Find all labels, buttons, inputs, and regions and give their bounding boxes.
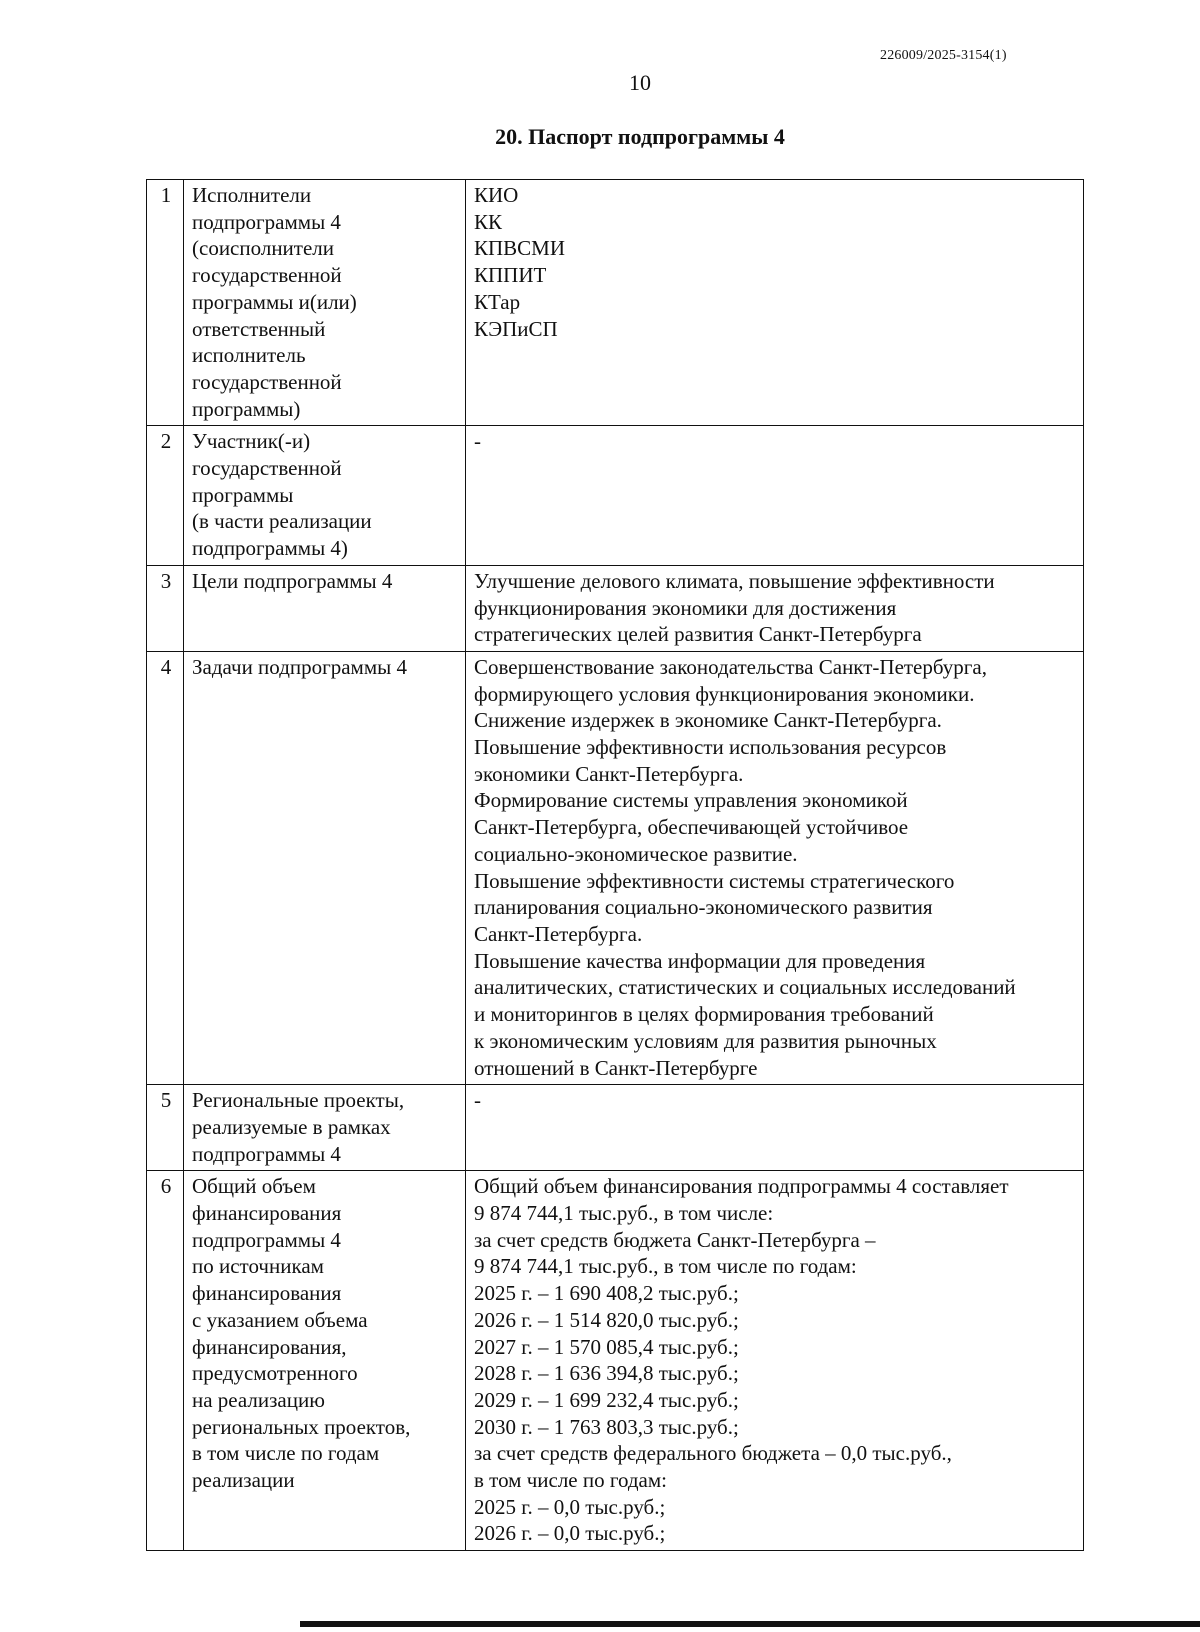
label-line: исполнитель — [192, 343, 306, 368]
value-line: Санкт-Петербурга, обеспечивающей устойчивое — [474, 815, 909, 840]
label-line: реализуемые в рамках — [192, 1114, 391, 1139]
value-line: Снижение издержек в экономике Санкт-Петербурга. — [474, 708, 942, 733]
label-line: Участник(-и) — [192, 429, 311, 454]
label-line: Исполнители — [192, 183, 312, 207]
label-line: подпрограммы 4 — [192, 209, 341, 234]
label-line: реализации — [192, 1468, 295, 1493]
label-line: финансирования — [192, 1281, 342, 1306]
row-label — [184, 426, 466, 566]
value-line: планирования социально-экономического развития — [474, 895, 933, 920]
row-value — [466, 180, 1084, 426]
row-label — [184, 180, 466, 426]
value-line: Совершенствование законодательства Санкт-Петербурга, — [474, 654, 987, 679]
label-line: Задачи подпрограммы 4 — [192, 654, 407, 679]
value-line: КИО — [474, 183, 519, 207]
page-title: 20. Паспорт подпрограммы 4 — [495, 124, 785, 149]
label-line: Общий объем — [192, 1174, 316, 1199]
label-line: подпрограммы 4) — [192, 536, 348, 561]
label-line: программы — [192, 482, 294, 507]
passport-row — [147, 180, 1084, 426]
value-line: Формирование системы управления экономикой — [474, 788, 908, 813]
value-line: 9 874 744,1 тыс.руб., в том числе: — [474, 1201, 774, 1226]
row-value — [466, 1171, 1084, 1551]
label-line: финансирования — [192, 1201, 342, 1226]
passport-row — [147, 426, 1084, 566]
row-number: 4 — [147, 651, 184, 1084]
row-label — [184, 565, 466, 651]
subprogram-passport-table — [146, 179, 1084, 1551]
value-line: Повышение эффективности системы стратегического — [474, 868, 955, 893]
value-line: формирующего условия функционирования экономики. — [474, 681, 975, 706]
row-label — [184, 651, 466, 1084]
row-value — [466, 565, 1084, 651]
page-number: 10 — [629, 70, 651, 95]
label-line: подпрограммы 4 — [192, 1227, 341, 1252]
label-line: (в части реализации — [192, 509, 372, 534]
label-line: программы) — [192, 396, 301, 421]
label-line: по источникам — [192, 1254, 324, 1279]
value-line: КППИТ — [474, 263, 547, 288]
row-label — [184, 1085, 466, 1171]
value-line: Общий объем финансирования подпрограммы 4 составляет — [474, 1174, 1009, 1199]
value-line: функционирования экономики для достижения — [474, 595, 897, 620]
value-line: стратегических целей развития Санкт-Петербурга — [474, 622, 922, 647]
row-value — [466, 426, 1084, 566]
row-number: 6 — [147, 1171, 184, 1551]
row-number: 5 — [147, 1085, 184, 1171]
label-line: (соисполнители — [192, 236, 335, 261]
label-line: Региональные проекты, — [192, 1088, 405, 1113]
label-line: финансирования, — [192, 1334, 347, 1359]
value-line: к экономическим условиям для развития рыночных — [474, 1028, 937, 1053]
label-line: программы и(или) — [192, 289, 357, 314]
passport-table-body — [147, 180, 1084, 1551]
label-line: государственной — [192, 263, 342, 288]
value-line: - — [474, 429, 481, 454]
label-line: подпрограммы 4 — [192, 1141, 341, 1166]
value-line: 2025 г. – 1 690 408,2 тыс.руб.; — [474, 1281, 739, 1306]
value-line: Санкт-Петербурга. — [474, 921, 643, 946]
value-line: КПВСМИ — [474, 236, 566, 261]
value-line: КТар — [474, 289, 521, 314]
label-line: государственной — [192, 369, 342, 394]
value-line: 2026 г. – 0,0 тыс.руб.; — [474, 1521, 666, 1546]
label-line: Цели подпрограммы 4 — [192, 568, 393, 593]
value-line: - — [474, 1088, 481, 1113]
value-line: Улучшение делового климата, повышение эффективности — [474, 568, 995, 593]
value-line: 2028 г. – 1 636 394,8 тыс.руб.; — [474, 1361, 739, 1386]
value-line: социально-экономическое развитие. — [474, 841, 798, 866]
value-line: за счет средств федерального бюджета – 0,0 тыс.руб., — [474, 1441, 952, 1466]
label-line: ответственный — [192, 316, 326, 341]
value-line: 2026 г. – 1 514 820,0 тыс.руб.; — [474, 1307, 739, 1332]
value-line: КЭПиСП — [474, 316, 558, 341]
value-line: КК — [474, 209, 503, 234]
value-line: отношений в Санкт-Петербурге — [474, 1055, 758, 1080]
row-number: 1 — [147, 180, 184, 426]
row-value — [466, 651, 1084, 1084]
passport-row — [147, 1171, 1084, 1551]
value-line: и мониторингов в целях формирования требований — [474, 1002, 934, 1027]
label-line: на реализацию — [192, 1387, 325, 1412]
value-line: Повышение качества информации для проведения — [474, 948, 926, 973]
label-line: в том числе по годам — [192, 1441, 380, 1466]
value-line: Повышение эффективности использования ресурсов — [474, 735, 947, 760]
row-number: 3 — [147, 565, 184, 651]
passport-row — [147, 565, 1084, 651]
label-line: предусмотренного — [192, 1361, 358, 1386]
label-line: с указанием объема — [192, 1307, 368, 1332]
value-line: 2030 г. – 1 763 803,3 тыс.руб.; — [474, 1414, 739, 1439]
passport-row — [147, 1085, 1084, 1171]
page-bottom-rule — [300, 1621, 1200, 1627]
row-value — [466, 1085, 1084, 1171]
value-line: экономики Санкт-Петербурга. — [474, 761, 744, 786]
label-line: региональных проектов, — [192, 1414, 411, 1439]
value-line: 9 874 744,1 тыс.руб., в том числе по годам: — [474, 1254, 857, 1279]
value-line: в том числе по годам: — [474, 1468, 667, 1493]
passport-row — [147, 651, 1084, 1084]
row-label — [184, 1171, 466, 1551]
value-line: 2025 г. – 0,0 тыс.руб.; — [474, 1494, 666, 1519]
value-line: аналитических, статистических и социальных исследований — [474, 975, 1016, 1000]
label-line: государственной — [192, 456, 342, 481]
value-line: 2027 г. – 1 570 085,4 тыс.руб.; — [474, 1334, 739, 1359]
row-number: 2 — [147, 426, 184, 566]
value-line: 2029 г. – 1 699 232,4 тыс.руб.; — [474, 1387, 739, 1412]
document-registration-number: 226009/2025-3154(1) — [880, 48, 1007, 63]
value-line: за счет средств бюджета Санкт-Петербурга – — [474, 1227, 876, 1252]
